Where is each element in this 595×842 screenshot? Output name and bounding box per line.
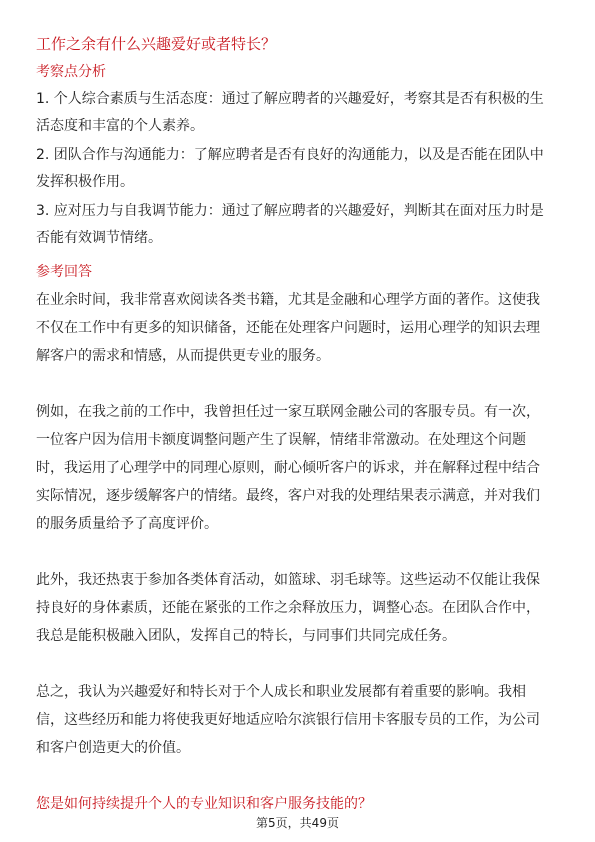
answer-line: 例如，在我之前的工作中，我曾担任过一家互联网金融公司的客服专员。有一次， <box>36 404 540 420</box>
answer-line: 一位客户因为信用卡额度调整问题产生了误解，情绪非常激动。在处理这个问题 <box>36 432 526 448</box>
answer-line: 解客户的需求和情感，从而提供更专业的服务。 <box>36 348 330 364</box>
page-number: 第5页，共49页 <box>256 816 339 830</box>
next-question-title: 您是如何持续提升个人的专业知识和客户服务技能的？ <box>36 796 372 812</box>
analysis-line: 2. 团队合作与沟通能力：了解应聘者是否有良好的沟通能力，以及是否能在团队中 <box>36 147 544 163</box>
answer-line: 总之，我认为兴趣爱好和特长对于个人成长和职业发展都有着重要的影响。我相 <box>36 684 526 700</box>
analysis-line: 活态度和丰富的个人素养。 <box>36 118 204 134</box>
answer-line: 的服务质量给予了高度评价。 <box>36 516 218 532</box>
answer-heading: 参考回答 <box>36 264 92 280</box>
answer-line: 持良好的身体素质，还能在紧张的工作之余释放压力，调整心态。在团队合作中， <box>36 600 540 616</box>
answer-line: 信，这些经历和能力将使我更好地适应哈尔滨银行信用卡客服专员的工作，为公司 <box>36 712 540 728</box>
answer-line: 时，我运用了心理学中的同理心原则，耐心倾听客户的诉求，并在解释过程中结合 <box>36 460 540 476</box>
answer-line: 我总是能积极融入团队，发挥自己的特长，与同事们共同完成任务。 <box>36 628 456 644</box>
analysis-line: 1. 个人综合素质与生活态度：通过了解应聘者的兴趣爱好，考察其是否有积极的生 <box>36 91 544 107</box>
answer-line: 此外，我还热衷于参加各类体育活动，如篮球、羽毛球等。这些运动不仅能让我保 <box>36 572 540 588</box>
analysis-heading: 考察点分析 <box>36 64 106 80</box>
answer-line: 在业余时间，我非常喜欢阅读各类书籍，尤其是金融和心理学方面的著作。这使我 <box>36 292 540 308</box>
analysis-line: 发挥积极作用。 <box>36 174 134 190</box>
answer-line: 不仅在工作中有更多的知识储备，还能在处理客户问题时，运用心理学的知识去理 <box>36 320 540 336</box>
answer-line: 和客户创造更大的价值。 <box>36 740 190 756</box>
answer-line: 实际情况，逐步缓解客户的情绪。最终，客户对我的处理结果表示满意，并对我们 <box>36 488 540 504</box>
question-title: 工作之余有什么兴趣爱好或者特长？ <box>36 35 277 53</box>
analysis-line: 否能有效调节情绪。 <box>36 230 162 246</box>
analysis-line: 3. 应对压力与自我调节能力：通过了解应聘者的兴趣爱好，判断其在面对压力时是 <box>36 203 544 219</box>
